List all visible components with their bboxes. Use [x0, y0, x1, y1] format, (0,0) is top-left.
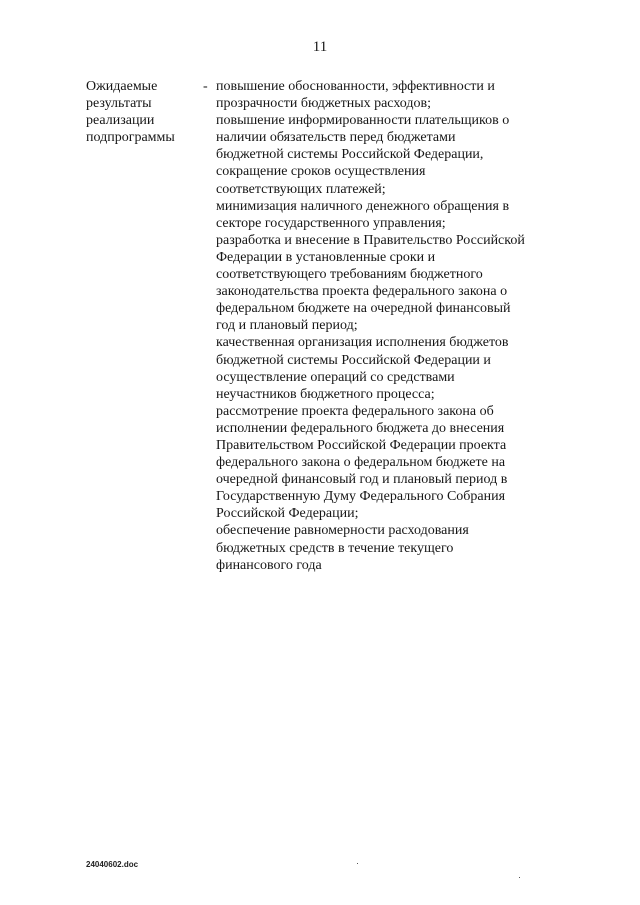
content-line: минимизация наличного денежного обращения в	[216, 198, 510, 214]
content-line: очередной финансовый год и плановый период в	[216, 472, 508, 488]
page-number: 11	[312, 39, 328, 55]
content-line: финансового года	[216, 557, 322, 573]
content-line: разработка и внесение в Правительство Российской	[216, 232, 525, 248]
section-content	[216, 78, 546, 574]
section-label-line: реализации	[86, 113, 155, 128]
content-line: соответствующего требованиям бюджетного	[216, 267, 483, 283]
content-line: год и плановый период;	[216, 318, 358, 334]
content-line: сокращение сроков осуществления	[216, 164, 426, 180]
content-line: неучастников бюджетного процесса;	[216, 386, 435, 402]
content-line: исполнении федерального бюджета до внесения	[216, 420, 505, 436]
content-line: Федерации в установленные сроки и	[216, 249, 436, 265]
content-line: законодательства проекта федерального закона о	[216, 284, 508, 300]
scan-speck	[357, 863, 358, 864]
content-line: федерального закона о федеральном бюджете на	[216, 455, 506, 471]
section-label-line: подпрограммы	[86, 130, 175, 145]
footer-file-name: 24040602.doc	[86, 860, 139, 869]
content-line: обеспечение равномерности расходования	[216, 523, 469, 539]
content-line: Правительством Российской Федерации проекта	[216, 437, 507, 453]
content-line: Государственную Думу Федерального Собрания	[216, 489, 506, 505]
section-label	[86, 78, 201, 146]
content-line: повышение обоснованности, эффективности и	[216, 79, 495, 94]
content-line: качественная организация исполнения бюджетов	[216, 335, 509, 351]
content-line: бюджетных средств в течение текущего	[216, 540, 454, 556]
section-dash: -	[203, 79, 208, 94]
section-label-line: Ожидаемые	[86, 79, 158, 94]
scan-speck	[519, 877, 520, 878]
content-line: соответствующих платежей;	[216, 181, 386, 197]
content-line: Российской Федерации;	[216, 506, 359, 522]
content-line: федеральном бюджете на очередной финансовый	[216, 301, 511, 317]
content-line: осуществление операций со средствами	[216, 369, 455, 385]
section-label-line: результаты	[86, 96, 152, 111]
content-line: прозрачности бюджетных расходов;	[216, 96, 432, 112]
content-line: секторе государственного управления;	[216, 215, 446, 231]
content-line: наличии обязательств перед бюджетами	[216, 130, 456, 146]
content-line: бюджетной системы Российской Федерации,	[216, 147, 484, 163]
content-line: повышение информированности плательщиков о	[216, 113, 510, 129]
content-line: рассмотрение проекта федерального закона об	[216, 403, 494, 419]
content-line: бюджетной системы Российской Федерации и	[216, 352, 491, 368]
